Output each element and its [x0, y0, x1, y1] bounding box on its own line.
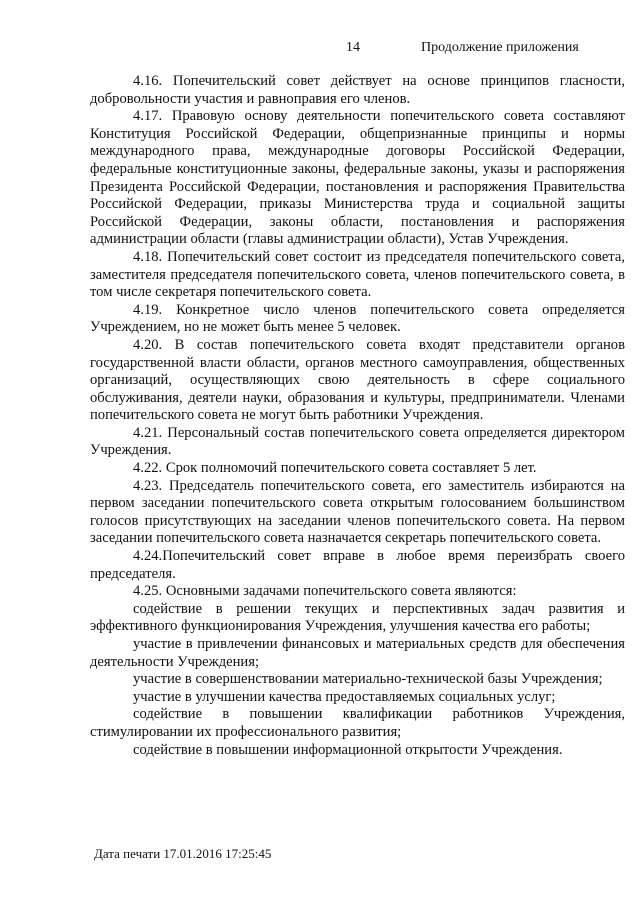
paragraph-4-22: 4.22. Срок полномочий попечительского совета составляет 5 лет. [133, 460, 537, 477]
paragraph-4-24: 4.24.Попечительский совет вправе в любое время переизбрать своего председателя. [90, 548, 625, 582]
paragraph-4-21: 4.21. Персональный состав попечительского совета определяется директором Учреждения. [90, 424, 625, 459]
continuation-header: Продолжение приложения [421, 40, 579, 55]
task-item: содействие в повышении квалификации работников Учреждения, стимулировании их профессионального развития; [90, 706, 625, 740]
task-item: участие в улучшении качества предоставляемых социальных услуг; [133, 688, 556, 705]
task-item: участие в привлечении финансовых и материальных средств для обеспечения деятельности Учреждения; [90, 636, 625, 670]
paragraph-4-23: 4.23. Председатель попечительского совета, его заместитель избираются на первом заседании попечительского совета открытым голосованием большинством голосов присутствующих на заседании членов попечительского совета. На первом заседании попечительского совета назначается секретарь попечительского совета. [90, 477, 625, 547]
paragraph-4-18: 4.18. Попечительский совет состоит из председателя попечительского совета, заместителя председателя попечительского совета, членов попечительского совета, в том числе секретаря попечительского совета. [90, 248, 625, 301]
paragraph-4-25: 4.25. Основными задачами попечительского совета являются: [133, 583, 517, 600]
task-item: содействие в повышении информационной открытости Учреждения. [133, 741, 563, 758]
paragraph-4-17: 4.17. Правовую основу деятельности попечительского совета составляют Конституция Российской Федерации, общепризнанные принципы и нормы международного права, международные договоры Российской Федерации, федеральные конституционные законы, федеральные законы, указы и распоряжения Президента Российской Федерации, постановления и распоряжения Правительства Российской Федерации, приказы Министерства труда и социальной защиты Российской Федерации, законы области, постановления и распоряжения администрации области (главы администрации области), Устав Учреждения. [90, 108, 625, 248]
task-item: участие в совершенствовании материально-технической базы Учреждения; [133, 671, 603, 688]
paragraph-4-20: 4.20. В состав попечительского совета входят представители органов государственной власти области, органов местного самоуправления, общественных организаций, осуществляющих свою деятельность в сфере социального обслуживания, деятели науки, образования и культуры, предприниматели. Членами попечительского совета не могут быть работники Учреждения. [90, 336, 625, 424]
paragraph-4-19: 4.19. Конкретное число членов попечительского совета определяется Учреждением, но не может быть менее 5 человек. [90, 301, 625, 336]
document-body [90, 73, 625, 759]
print-date: Дата печати 17.01.2016 17:25:45 [94, 846, 272, 861]
page-number: 14 [346, 40, 360, 55]
paragraph-4-16: 4.16. Попечительский совет действует на основе принципов гласности, добровольности участия и равноправия его членов. [90, 73, 625, 107]
task-item: содействие в решении текущих и перспективных задач развития и эффективного функционирования Учреждения, улучшения качества его работы; [90, 600, 625, 635]
